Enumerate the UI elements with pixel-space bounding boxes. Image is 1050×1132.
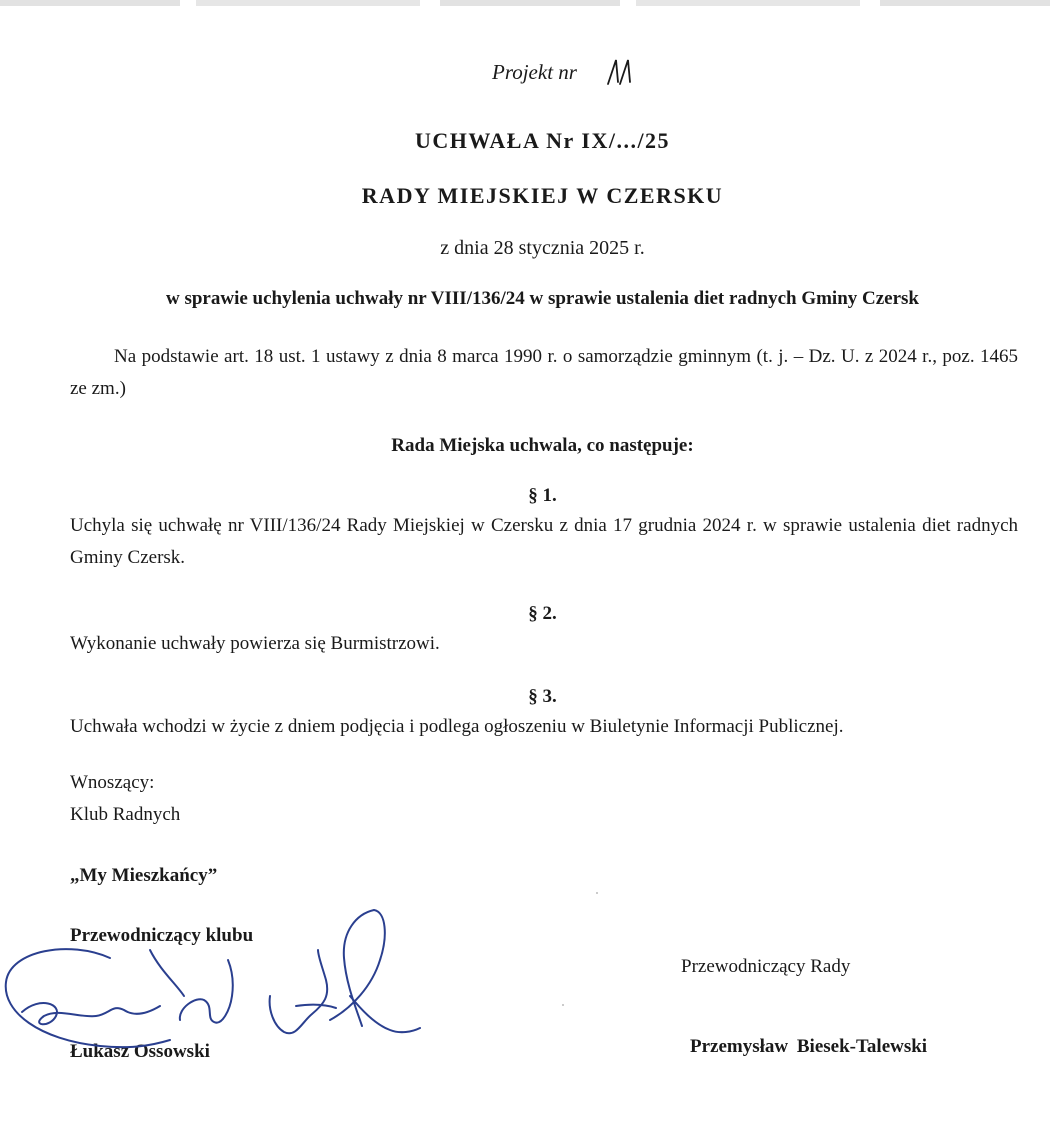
resolution-date: z dnia 28 stycznia 2025 r.	[440, 237, 645, 259]
paragraph-1-text: Uchyla się uchwałę nr VIII/136/24 Rady Miejskiej w Czersku z dnia 17 grudnia 2024 r. w sprawie ustalenia diet radnych Gminy Czersk.	[70, 515, 1018, 568]
paragraph-3-mark: § 3.	[528, 686, 557, 707]
club-chair-name: Łukasz Ossowski	[70, 1041, 210, 1062]
paragraph-2-mark: § 2.	[528, 603, 557, 624]
handwritten-signature	[0, 900, 440, 1070]
resolution-subject: w sprawie uchylenia uchwały nr VIII/136/24 w sprawie ustalenia diet radnych Gminy Czersk	[165, 288, 919, 309]
paragraph-2-text: Wykonanie uchwały powierza się Burmistrzowi.	[70, 633, 440, 654]
club-chair-title: Przewodniczący klubu	[70, 925, 254, 946]
paragraph-1-mark: § 1.	[528, 485, 557, 506]
legal-basis: Na podstawie art. 18 ust. 1 ustawy z dnia 8 marca 1990 r. o samorządzie gminnym (t. j. – Dz. U. z 2024 r., poz. 1465 ze zm.)	[70, 346, 1018, 399]
handwritten-project-number	[606, 54, 640, 88]
resolution-intro: Rada Miejska uchwala, co następuje:	[391, 435, 694, 456]
resolution-number: UCHWAŁA Nr IX/.../25	[414, 128, 671, 153]
council-chair-title: Przewodniczący Rady	[681, 956, 851, 977]
council-chair-name: Przemysław Biesek-Talewski	[690, 1036, 928, 1057]
club-name: „My Mieszkańcy”	[70, 865, 218, 886]
projekt-label: Projekt nr	[492, 60, 577, 84]
paragraph-3-text: Uchwała wchodzi w życie z dniem podjęcia i podlega ogłoszeniu w Biuletynie Informacji Publicznej.	[70, 716, 844, 737]
council-name: RADY MIEJSKIEJ W CZERSKU	[361, 183, 724, 208]
scan-speck	[562, 1004, 564, 1006]
submitter-group: Klub Radnych	[70, 804, 181, 825]
submitter-label: Wnoszący:	[70, 772, 155, 793]
scan-edge-artifact	[0, 0, 1050, 6]
scan-speck	[596, 892, 598, 894]
